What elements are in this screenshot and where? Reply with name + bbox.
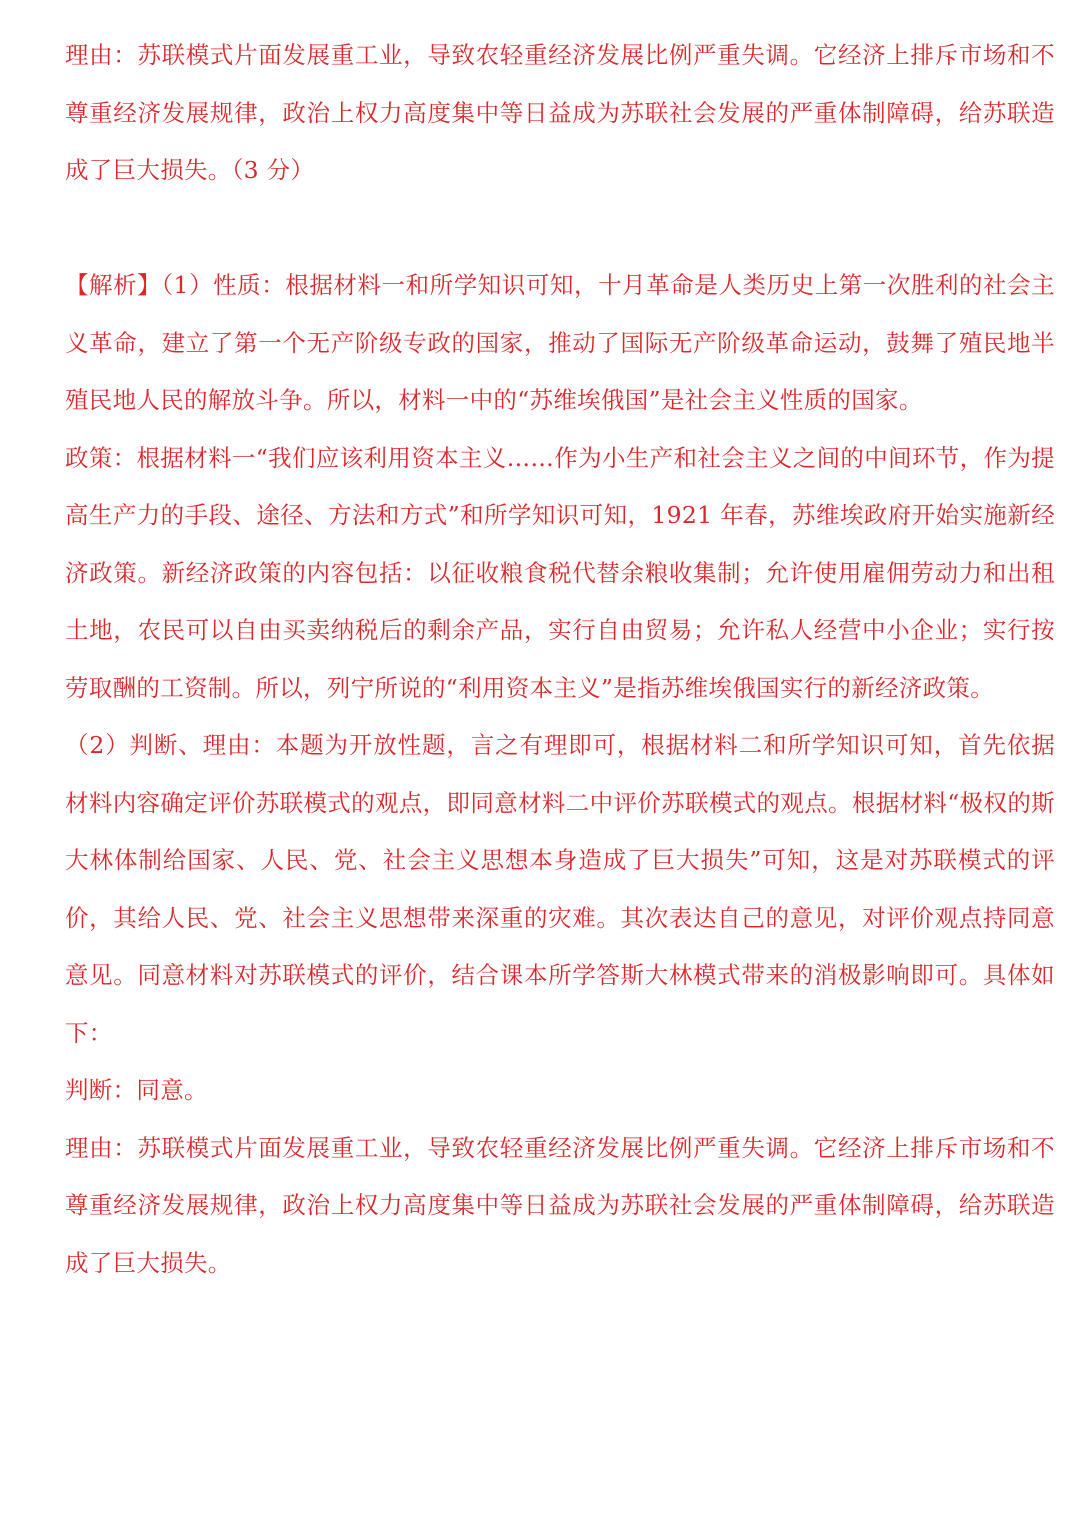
analysis-judgment-paragraph: 判断：同意。 — [65, 1076, 208, 1104]
analysis-policy-paragraph: 政策：根据材料一“我们应该利用资本主义……作为小生产和社会主义之间的中间环节，作为提高生产力的手段、途径、方法和方式”和所学知识可知，1921 年春，苏维埃政府开始实施新经济政策。新经济政策的内容包括：以征收粮食税代替余粮收集制；允许使用雇佣劳动力和出租土地，农民可以自由买卖纳税后的剩余产品，实行自由贸易；允许私人经营中小企业；实行按劳取酬的工资制。所以，列宁所说的“利用资本主义”是指苏维埃俄国实行的新经济政策。 — [65, 443, 1055, 702]
analysis-part2-paragraph: （2）判断、理由：本题为开放性题，言之有理即可，根据材料二和所学知识可知，首先依据材料内容确定评价苏联模式的观点，即同意材料二中评价苏联模式的观点。根据材料“极权的斯大林体制给国家、人民、党、社会主义思想本身造成了巨大损失”可知，这是对苏联模式的评价，其给人民、党、社会主义思想带来深重的灾难。其次表达自己的意见，对评价观点持同意意见。同意材料对苏联模式的评价，结合课本所学答斯大林模式带来的消极影响即可。具体如下： — [65, 731, 1055, 1047]
answer-reason-paragraph: 理由：苏联模式片面发展重工业，导致农轻重经济发展比例严重失调。它经济上排斥市场和不尊重经济发展规律，政治上权力高度集中等日益成为苏联社会发展的严重体制障碍，给苏联造成了巨大损失。（3 分） — [65, 41, 1055, 184]
analysis-block — [65, 257, 1055, 1292]
answer-reason-block — [65, 27, 1055, 200]
analysis-reason-paragraph: 理由：苏联模式片面发展重工业，导致农轻重经济发展比例严重失调。它经济上排斥市场和不尊重经济发展规律，政治上权力高度集中等日益成为苏联社会发展的严重体制障碍，给苏联造成了巨大损失。 — [65, 1133, 1055, 1277]
analysis-part1-paragraph: 【解析】（1）性质：根据材料一和所学知识可知，十月革命是人类历史上第一次胜利的社会主义革命，建立了第一个无产阶级专政的国家，推动了国际无产阶级革命运动，鼓舞了殖民地半殖民地人民的解放斗争。所以，材料一中的“苏维埃俄国”是社会主义性质的国家。 — [65, 271, 1055, 414]
